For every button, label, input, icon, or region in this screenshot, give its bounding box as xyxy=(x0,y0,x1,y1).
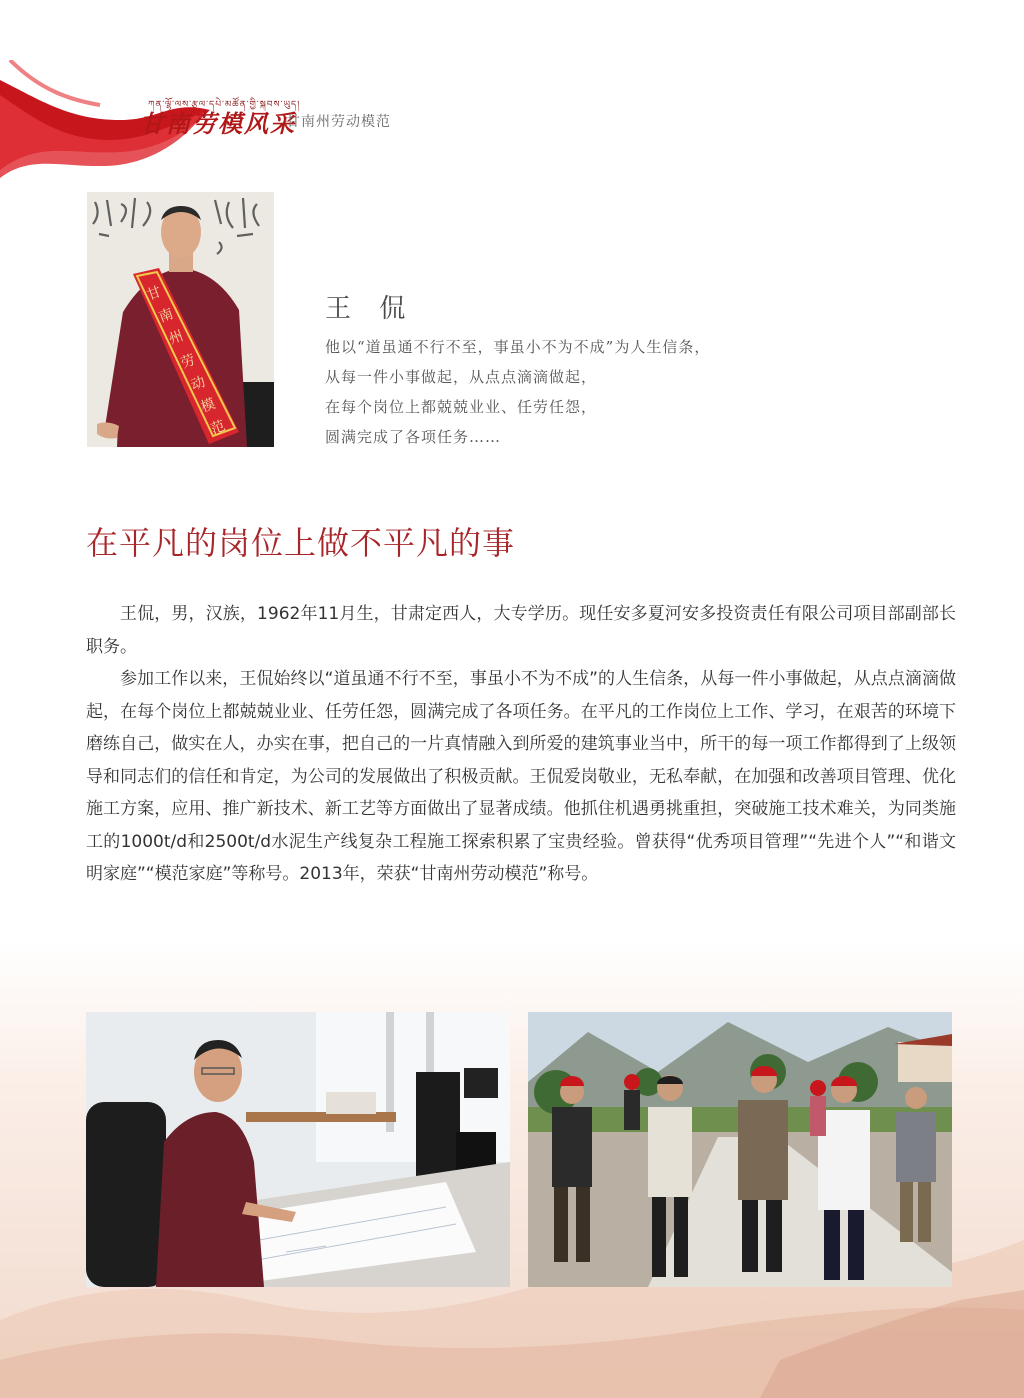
article-paragraph: 参加工作以来，王侃始终以“道虽通不行不至，事虽小不为不成”的人生信条，从每一件小事做起，从点点滴滴做起，在每个岗位上都兢兢业业、任劳任怨，圆满完成了各项任务。在平凡的工作岗位上工作、学习，在艰苦的环境下磨练自己，做实在人，办实在事，把自己的一片真情融入到所爱的建筑事业当中，所干的每一项工作都得到了上级领导和同志们的信任和肯定，为公司的发展做出了积极贡献。王侃爱岗敬业，无私奉献，在加强和改善项目管理、优化施工方案，应用、推广新技术、新工艺等方面做出了显著成绩。他抓住机遇勇挑重担，突破施工技术难关，为同类施工的1000t/d和2500t/d水泥生产线复杂工程施工探索积累了宝贵经验。曾获得“优秀项目管理”“先进个人”“和谐文明家庭”“模范家庭”等称号。2013年，荣获“甘南州劳动模范”称号。 xyxy=(86,669,956,884)
motto-line: 从每一件小事做起，从点点滴滴做起， xyxy=(325,368,598,386)
svg-text:甘: 甘 xyxy=(144,283,164,304)
header-subtitle: 甘南州劳动模范 xyxy=(286,114,391,130)
article-body xyxy=(86,598,956,891)
motto-line: 在每个岗位上都兢兢业业、任劳任怨， xyxy=(325,398,598,416)
svg-text:州: 州 xyxy=(166,327,186,348)
portrait-photo xyxy=(87,192,274,447)
article-paragraph: 王侃，男，汉族，1962年11月生，甘肃定西人，大专学历。现任安多夏河安多投资责任有限公司项目部副部长职务。 xyxy=(86,604,956,657)
svg-text:范: 范 xyxy=(208,417,228,438)
svg-text:南: 南 xyxy=(156,305,176,326)
header-title: 甘南劳模风采 xyxy=(140,109,296,138)
svg-text:模: 模 xyxy=(198,395,218,416)
site-visit-photo xyxy=(528,1012,952,1287)
article-headline: 在平凡的岗位上做不平凡的事 xyxy=(86,524,516,562)
motto-line: 他以“道虽通不行不至，事虽小不为不成”为人生信条， xyxy=(325,338,711,356)
motto-line: 圆满完成了各项任务…… xyxy=(325,428,502,446)
office-desk-photo xyxy=(86,1012,510,1287)
header-tibetan-text: ཀན་ལྷོ་ལས་རྩལ་དཔེ་མཚོན་གྱི་སྐབས་ཡུད། xyxy=(148,100,301,110)
svg-text:动: 动 xyxy=(188,373,208,394)
person-name: 王 侃 xyxy=(325,294,416,324)
motto-block xyxy=(325,332,845,452)
svg-text:劳: 劳 xyxy=(178,351,198,372)
